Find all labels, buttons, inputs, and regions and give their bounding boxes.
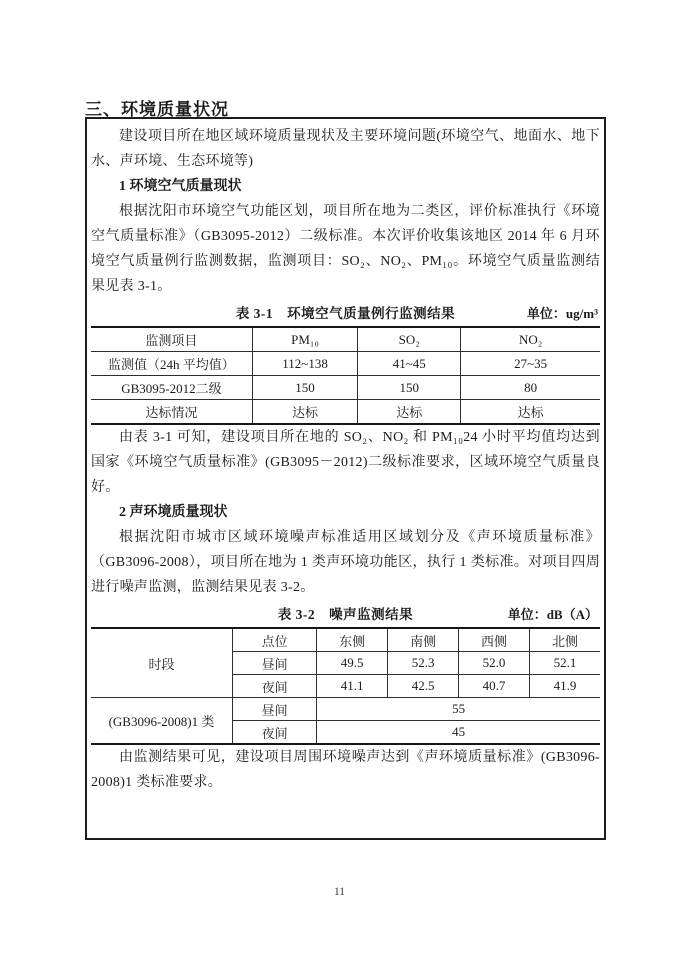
table-cell: 40.7 xyxy=(459,675,530,698)
air-section-heading: 1 环境空气质量现状 xyxy=(119,179,242,194)
air-table-row-compliance xyxy=(91,400,600,425)
air-paragraph-before-table: 根据沈阳市环境空气功能区划，项目所在地为二类区，评价标准执行《环境空气质量标准》（GB3095-2012）二级标准。本次评价收集该地区 2014 年 6 月环境空气质量例行监测数据，监测项目：SO₂、NO₂、PM₁₀。环境空气质量监测结果见表 3-1。 xyxy=(91,204,600,294)
table-cell: 45 xyxy=(317,721,600,745)
table-cell: 52.0 xyxy=(459,652,530,675)
table-cell: 夜间 xyxy=(233,721,317,745)
air-header-pm10: PM₁₀ xyxy=(252,327,357,352)
table-cell: 27~35 xyxy=(461,352,600,376)
table-cell: 昼间 xyxy=(233,698,317,721)
noise-table-caption: 表 3-2 噪声监测结果 xyxy=(277,607,414,622)
table-cell: 41~45 xyxy=(358,352,461,376)
table-cell: 150 xyxy=(252,376,357,400)
table-cell: 52.3 xyxy=(388,652,459,675)
air-header-no2: NO₂ xyxy=(461,327,600,352)
noise-site-west: 西侧 xyxy=(459,628,530,652)
table-cell: 达标 xyxy=(252,400,357,425)
noise-table-unit-label: 单位：dB（A） xyxy=(507,607,598,622)
noise-site-east: 东侧 xyxy=(317,628,388,652)
noise-site-south: 南侧 xyxy=(388,628,459,652)
table-cell: 41.9 xyxy=(530,675,601,698)
air-table-unit-label: 单位：ug/m³ xyxy=(526,306,598,321)
table-cell: GB3095-2012二级 xyxy=(91,376,252,400)
table-cell: 112~138 xyxy=(252,352,357,376)
air-table-row-measured xyxy=(91,352,600,376)
table-cell: 达标 xyxy=(358,400,461,425)
noise-table xyxy=(91,627,600,745)
air-paragraph-after-table: 由表 3-1 可知，建设项目所在地的 SO₂、NO₂ 和 PM₁₀24 小时平均值均达到国家《环境空气质量标准》(GB3095－2012)二级标准要求，区域环境空气质量良好。 xyxy=(91,430,600,495)
noise-group-standard: (GB3096-2008)1 类 xyxy=(91,698,233,745)
page-title: 三、环境质量状况 xyxy=(85,100,229,120)
noise-point-header: 点位 xyxy=(233,628,317,652)
table-cell: 41.1 xyxy=(317,675,388,698)
table-cell: 55 xyxy=(317,698,600,721)
air-table-row-standard xyxy=(91,376,600,400)
table-cell: 49.5 xyxy=(317,652,388,675)
noise-table-caption-row xyxy=(91,605,600,624)
noise-group-period: 时段 xyxy=(91,628,233,698)
noise-paragraph-after-table: 由监测结果可见，建设项目周围环境噪声达到《声环境质量标准》(GB3096-2008)1 类标准要求。 xyxy=(91,750,600,790)
noise-section-heading: 2 声环境质量现状 xyxy=(119,505,228,520)
air-table-caption: 表 3-1 环境空气质量例行监测结果 xyxy=(235,306,456,321)
noise-table-header-row xyxy=(91,628,600,652)
table-cell: 昼间 xyxy=(233,652,317,675)
table-cell: 监测值（24h 平均值） xyxy=(91,352,252,376)
table-cell: 达标 xyxy=(461,400,600,425)
noise-paragraph-before-table: 根据沈阳市城市区域环境噪声标准适用区域划分及《声环境质量标准》（GB3096-2008），项目所在地为 1 类声环境功能区，执行 1 类标准。对项目四周进行噪声监测，监测结果见表 3-2。 xyxy=(91,530,600,595)
table-cell: 80 xyxy=(461,376,600,400)
air-table-header-row xyxy=(91,327,600,352)
air-header-so2: SO₂ xyxy=(358,327,461,352)
table-cell: 52.1 xyxy=(530,652,601,675)
table-cell: 150 xyxy=(358,376,461,400)
air-quality-table xyxy=(91,326,600,425)
table-cell: 42.5 xyxy=(388,675,459,698)
intro-paragraph: 建设项目所在地区域环境质量现状及主要环境问题(环境空气、地面水、地下水、声环境、生态环境等) xyxy=(91,129,600,169)
table-cell: 达标情况 xyxy=(91,400,252,425)
page-number: 11 xyxy=(333,886,346,898)
air-table-caption-row xyxy=(91,304,600,323)
noise-standard-day-row xyxy=(91,698,600,721)
content-box xyxy=(85,117,606,840)
air-header-item: 监测项目 xyxy=(91,327,252,352)
noise-site-north: 北侧 xyxy=(530,628,601,652)
table-cell: 夜间 xyxy=(233,675,317,698)
